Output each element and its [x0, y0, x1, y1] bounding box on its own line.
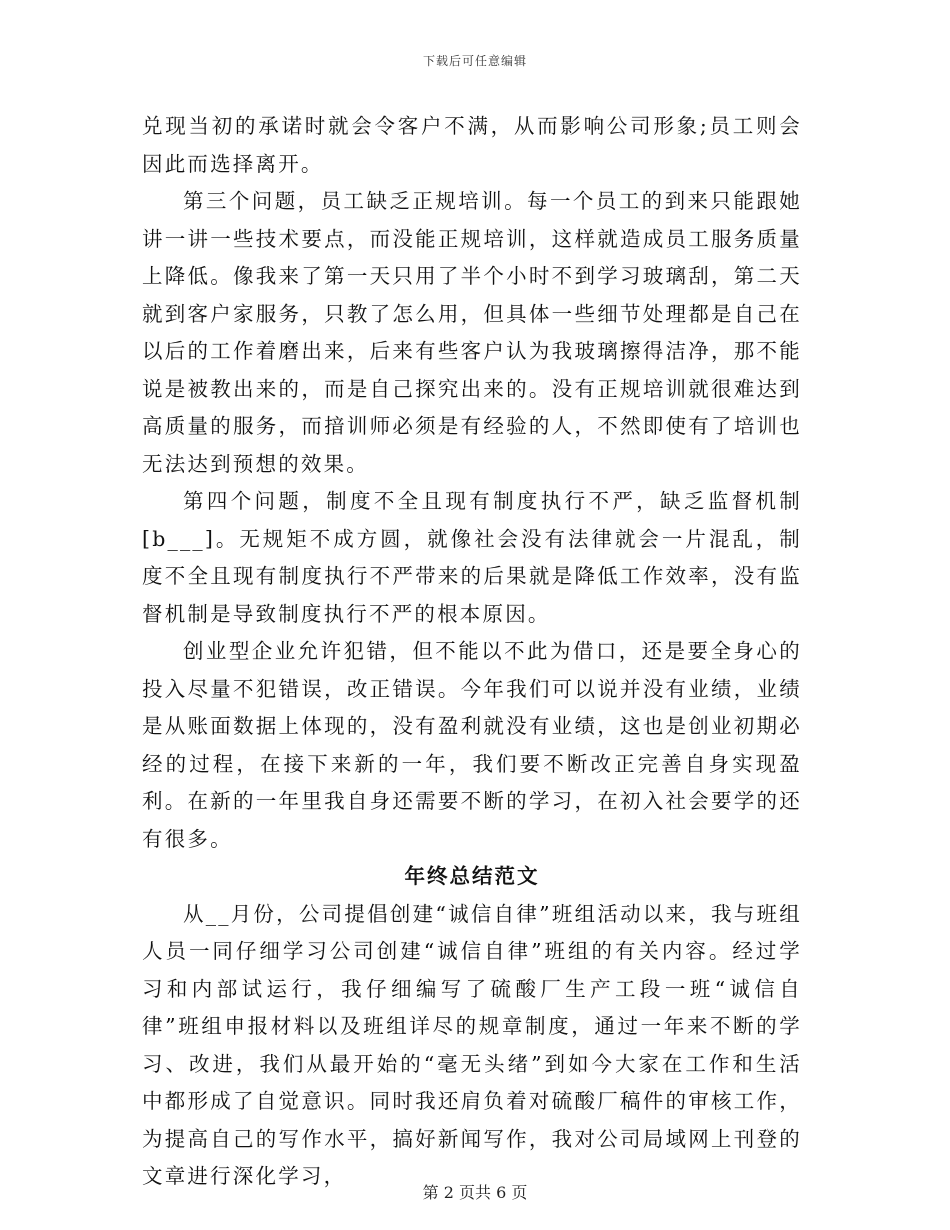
page-footer: 第 2 页共 6 页: [422, 1183, 528, 1202]
paragraph-section-intro: 从__月份，公司提倡创建“诚信自律”班组活动以来，我与班组人员一同仔细学习公司创建“诚信自律”班组的有关内容。经过学习和内部试运行，我仔细编写了硫酸厂生产工段一班“诚信自律”班组申报材料以及班组详尽的规章制度，通过一年来不断的学习、改进，我们从最开始的“毫无头绪”到如今大家在工作和生活中都形成了自觉意识。同时我还肩负着对硫酸厂稿件的审核工作，为提高自己的写作水平，搞好新闻写作，我对公司局域网上刊登的文章进行深化学习，: [142, 901, 802, 1188]
paragraph-conclusion: 创业型企业允许犯错，但不能以不此为借口，还是要全身心的投入尽量不犯错误，改正错误。今年我们可以说并没有业绩，业绩是从账面数据上体现的，没有盈利就没有业绩，这也是创业初期必经的过程，在接下来新的一年，我们要不断改正完善自身实现盈利。在新的一年里我自身还需要不断的学习，在初入社会要学的还有很多。: [142, 639, 802, 851]
section-title: 年终总结范文: [404, 864, 540, 888]
document-body: [142, 108, 802, 1196]
paragraph-continued: 兑现当初的承诺时就会令客户不满，从而影响公司形象;员工则会因此而选择离开。: [142, 114, 802, 176]
paragraph-problem-three: 第三个问题，员工缺乏正规培训。每一个员工的到来只能跟她讲一讲一些技术要点，而没能正规培训，这样就造成员工服务质量上降低。像我来了第一天只用了半个小时不到学习玻璃刮，第二天就到客户家服务，只教了怎么用，但具体一些细节处理都是自己在以后的工作着磨出来，后来有些客户认为我玻璃擦得洁净，那不能说是被教出来的，而是自己探究出来的。没有正规培训就很难达到高质量的服务，而揞训师必须是有经验的人，不然即使有了培训也无法达到预想的效果。: [142, 189, 802, 476]
page-header: 下载后可任意编辑: [422, 54, 527, 68]
paragraph-problem-four: 第四个问题，制度不全且现有制度执行不严，缺乏监督机制[b___]。无规矩不成方圆，就像社会没有法律就会一片混乱，制度不全且现有制度执行不严带来的后果就是降低工作效率，没有监督机制是导致制度执行不严的根本原因。: [142, 489, 802, 626]
